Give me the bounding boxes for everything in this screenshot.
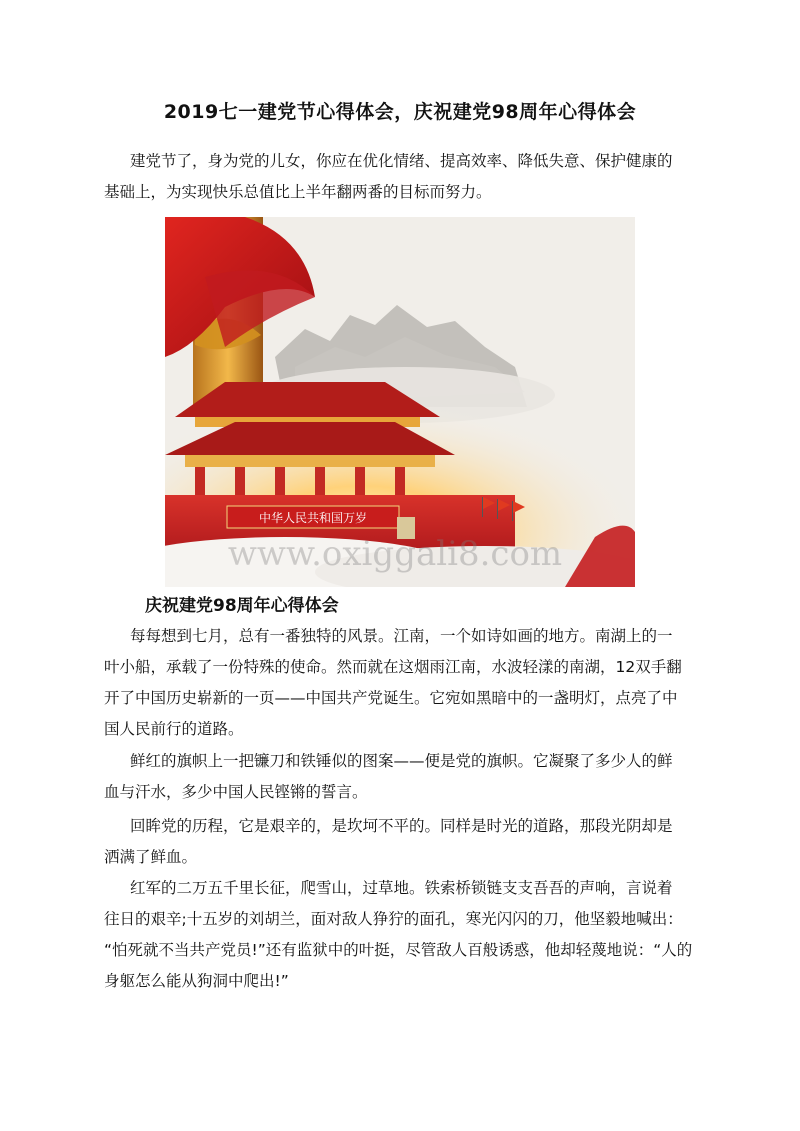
- body-paragraph: [104, 811, 720, 873]
- paragraph-line: 叶小船，承载了一份特殊的使命。然而就在这烟雨江南，水波轻漾的南湖，12双手翻: [104, 658, 682, 676]
- paragraph-line: “怕死就不当共产党员!”还有监狱中的叶挺，尽管敌人百般诱惑，他却轻蔑地说：“人的: [104, 941, 693, 959]
- paragraph-line: 每每想到七月，总有一番独特的风景。江南，一个如诗如画的地方。南湖上的一: [130, 627, 673, 645]
- watermark-text: www.oxiggali8.com: [227, 534, 563, 574]
- paragraph-line: 回眸党的历程，它是艰辛的，是坎坷不平的。同样是时光的道路，那段光阴却是: [130, 817, 673, 835]
- intro-paragraph: [104, 146, 720, 208]
- paragraph-line: 洒满了鲜血。: [104, 848, 198, 866]
- paragraph-line: 国人民前行的道路。: [104, 720, 244, 738]
- paragraph-line: 身躯怎么能从狗洞中爬出!”: [104, 972, 289, 990]
- paragraph-line: 鲜红的旗帜上一把镰刀和铁锤似的图案——便是党的旗帜。它凝聚了多少人的鲜: [130, 752, 673, 770]
- body-paragraph: [104, 621, 720, 745]
- paragraph-line: 血与汗水，多少中国人民铿锵的誓言。: [104, 783, 368, 801]
- banner-text: 中华人民共和国万岁: [258, 511, 368, 525]
- section-heading: 庆祝建党98周年心得体会: [145, 596, 339, 616]
- document-title: 2019七一建党节心得体会，庆祝建党98周年心得体会: [163, 101, 637, 123]
- intro-line: 建党节了，身为党的儿女，你应在优化情绪、提高效率、降低失意、保护健康的: [130, 152, 673, 170]
- body-paragraph: [104, 873, 720, 997]
- paragraph-line: 往日的艰辛;十五岁的刘胡兰，面对敌人狰狞的面孔，寒光闪闪的刀，他坚毅地喊出：: [104, 910, 683, 928]
- body-paragraph: [104, 746, 720, 808]
- intro-line: 基础上，为实现快乐总值比上半年翻两番的目标而努力。: [104, 183, 492, 201]
- celebration-illustration: [165, 217, 635, 587]
- paragraph-line: 红军的二万五千里长征，爬雪山，过草地。铁索桥锁链支支吾吾的声响，言说着: [130, 879, 673, 897]
- paragraph-line: 开了中国历史崭新的一页——中国共产党诞生。它宛如黑暗中的一盏明灯，点亮了中: [104, 689, 678, 707]
